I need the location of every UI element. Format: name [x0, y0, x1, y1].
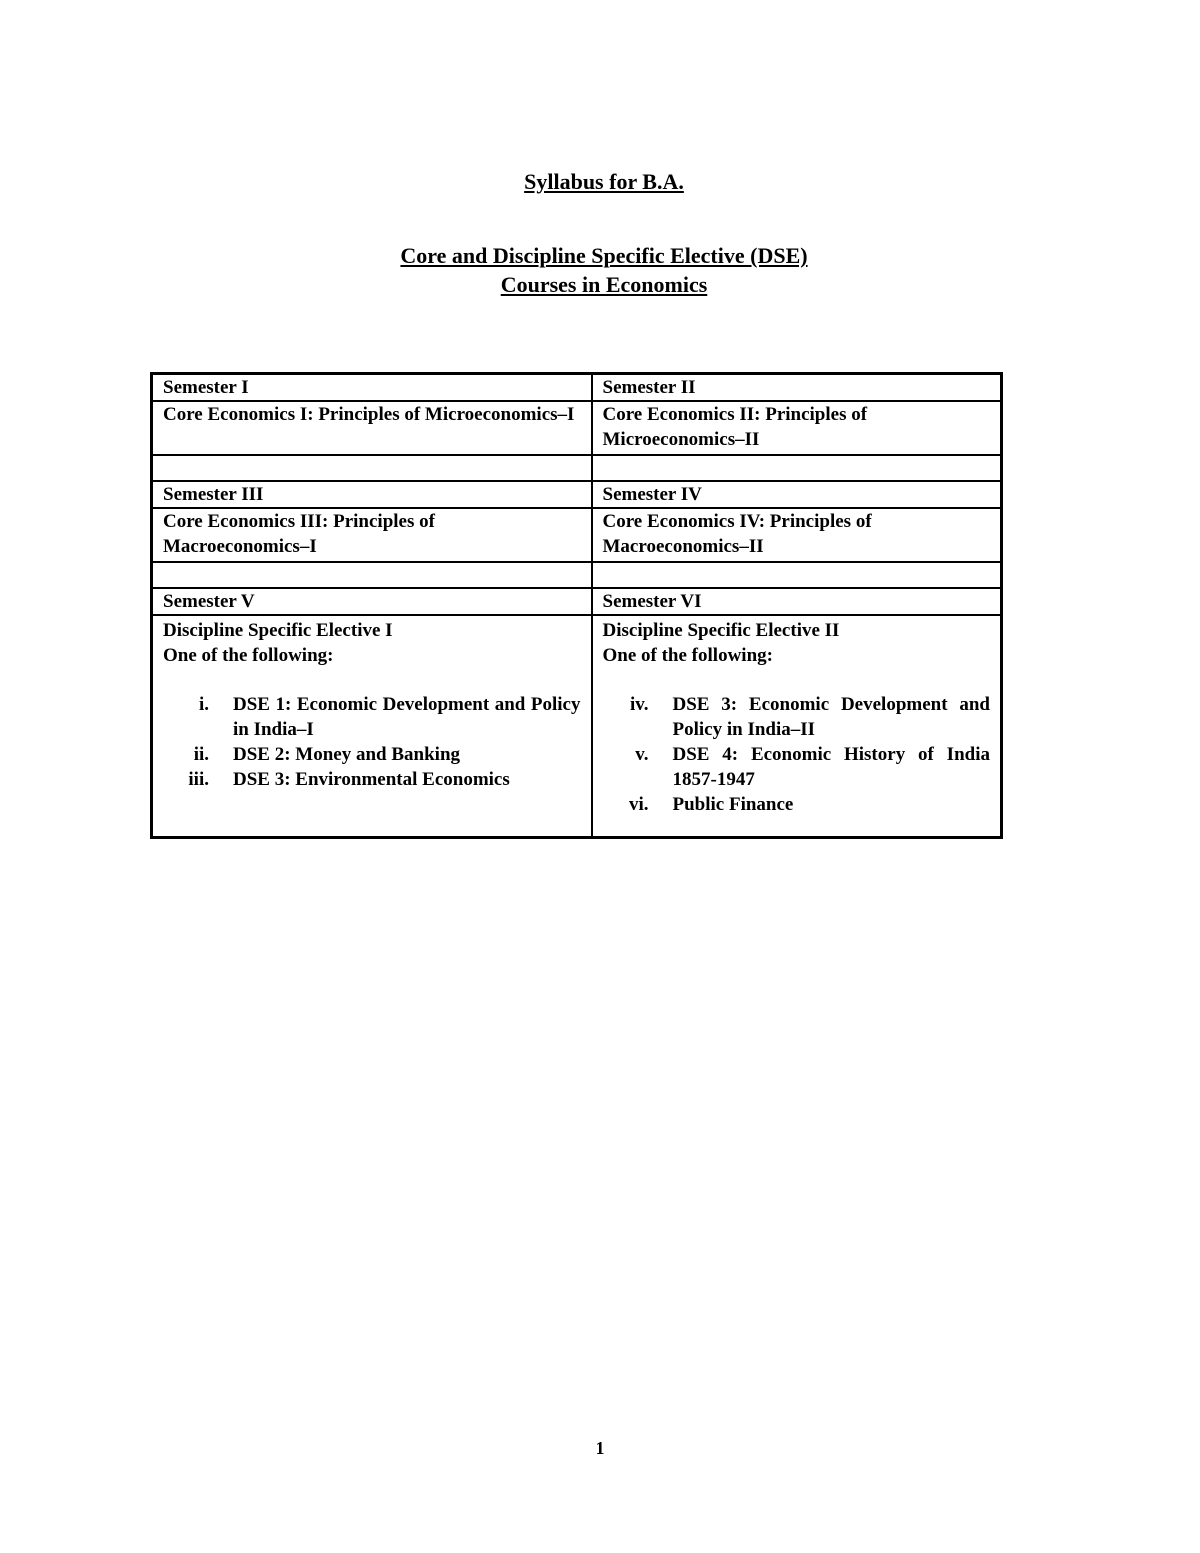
blank-cell	[592, 562, 1002, 588]
elective-2-title: Discipline Specific Elective II	[602, 620, 840, 641]
list-item-number: v.	[635, 744, 649, 765]
list-item	[163, 742, 581, 767]
blank-cell	[152, 455, 592, 481]
table-row	[152, 374, 1002, 402]
semester-4-header: Semester IV	[592, 481, 1002, 508]
list-item	[603, 792, 991, 817]
syllabus-table	[150, 372, 1003, 839]
table-row	[152, 588, 1002, 615]
list-item	[163, 692, 581, 742]
semester-5-header: Semester V	[152, 588, 592, 615]
elective-1-instruction: One of the following:	[163, 645, 334, 666]
elective-2-cell	[592, 615, 1002, 838]
table-row-blank	[152, 562, 1002, 588]
subtitle-line-2: Courses in Economics	[500, 272, 708, 297]
page-number: 1	[595, 1438, 605, 1458]
list-item-text: DSE 3: Environmental Economics	[233, 769, 510, 790]
blank-cell	[152, 562, 592, 588]
list-item-number: iv.	[630, 694, 649, 715]
semester-3-header: Semester III	[152, 481, 592, 508]
list-item-text: DSE 3: Economic Development and Policy in India–II	[672, 694, 990, 740]
semester-4-course: Core Economics IV: Principles of Macroeconomics–II	[592, 508, 1002, 562]
list-item	[163, 767, 581, 792]
table-row-blank	[152, 455, 1002, 481]
page-title: Syllabus for B.A.	[524, 169, 684, 194]
list-item-text: DSE 4: Economic History of India 1857-1947	[672, 744, 990, 790]
list-item-text: DSE 2: Money and Banking	[233, 744, 461, 765]
semester-3-course: Core Economics III: Principles of Macroeconomics–I	[152, 508, 592, 562]
elective-2-list	[603, 692, 991, 817]
table-row	[152, 401, 1002, 455]
list-item	[603, 742, 991, 792]
list-item	[603, 692, 991, 742]
elective-1-list	[163, 692, 581, 792]
list-item-number: iii.	[188, 769, 209, 790]
subtitle-line-1: Core and Discipline Specific Elective (DSE)	[400, 243, 808, 268]
semester-2-course: Core Economics II: Principles of Microeconomics–II	[592, 401, 1002, 455]
semester-1-course: Core Economics I: Principles of Microeconomics–I	[152, 401, 592, 455]
list-item-text: Public Finance	[672, 794, 794, 815]
elective-1-cell	[152, 615, 592, 838]
list-item-text: DSE 1: Economic Development and Policy in India–I	[233, 694, 581, 740]
semester-1-header: Semester I	[152, 374, 592, 402]
list-item-number: i.	[198, 694, 209, 715]
table-row	[152, 615, 1002, 838]
blank-cell	[592, 455, 1002, 481]
table-row	[152, 508, 1002, 562]
list-item-number: ii.	[193, 744, 209, 765]
elective-1-title: Discipline Specific Elective I	[163, 620, 393, 641]
list-item-number: vi.	[628, 794, 649, 815]
semester-2-header: Semester II	[592, 374, 1002, 402]
table-row	[152, 481, 1002, 508]
elective-2-instruction: One of the following:	[602, 645, 773, 666]
semester-6-header: Semester VI	[592, 588, 1002, 615]
